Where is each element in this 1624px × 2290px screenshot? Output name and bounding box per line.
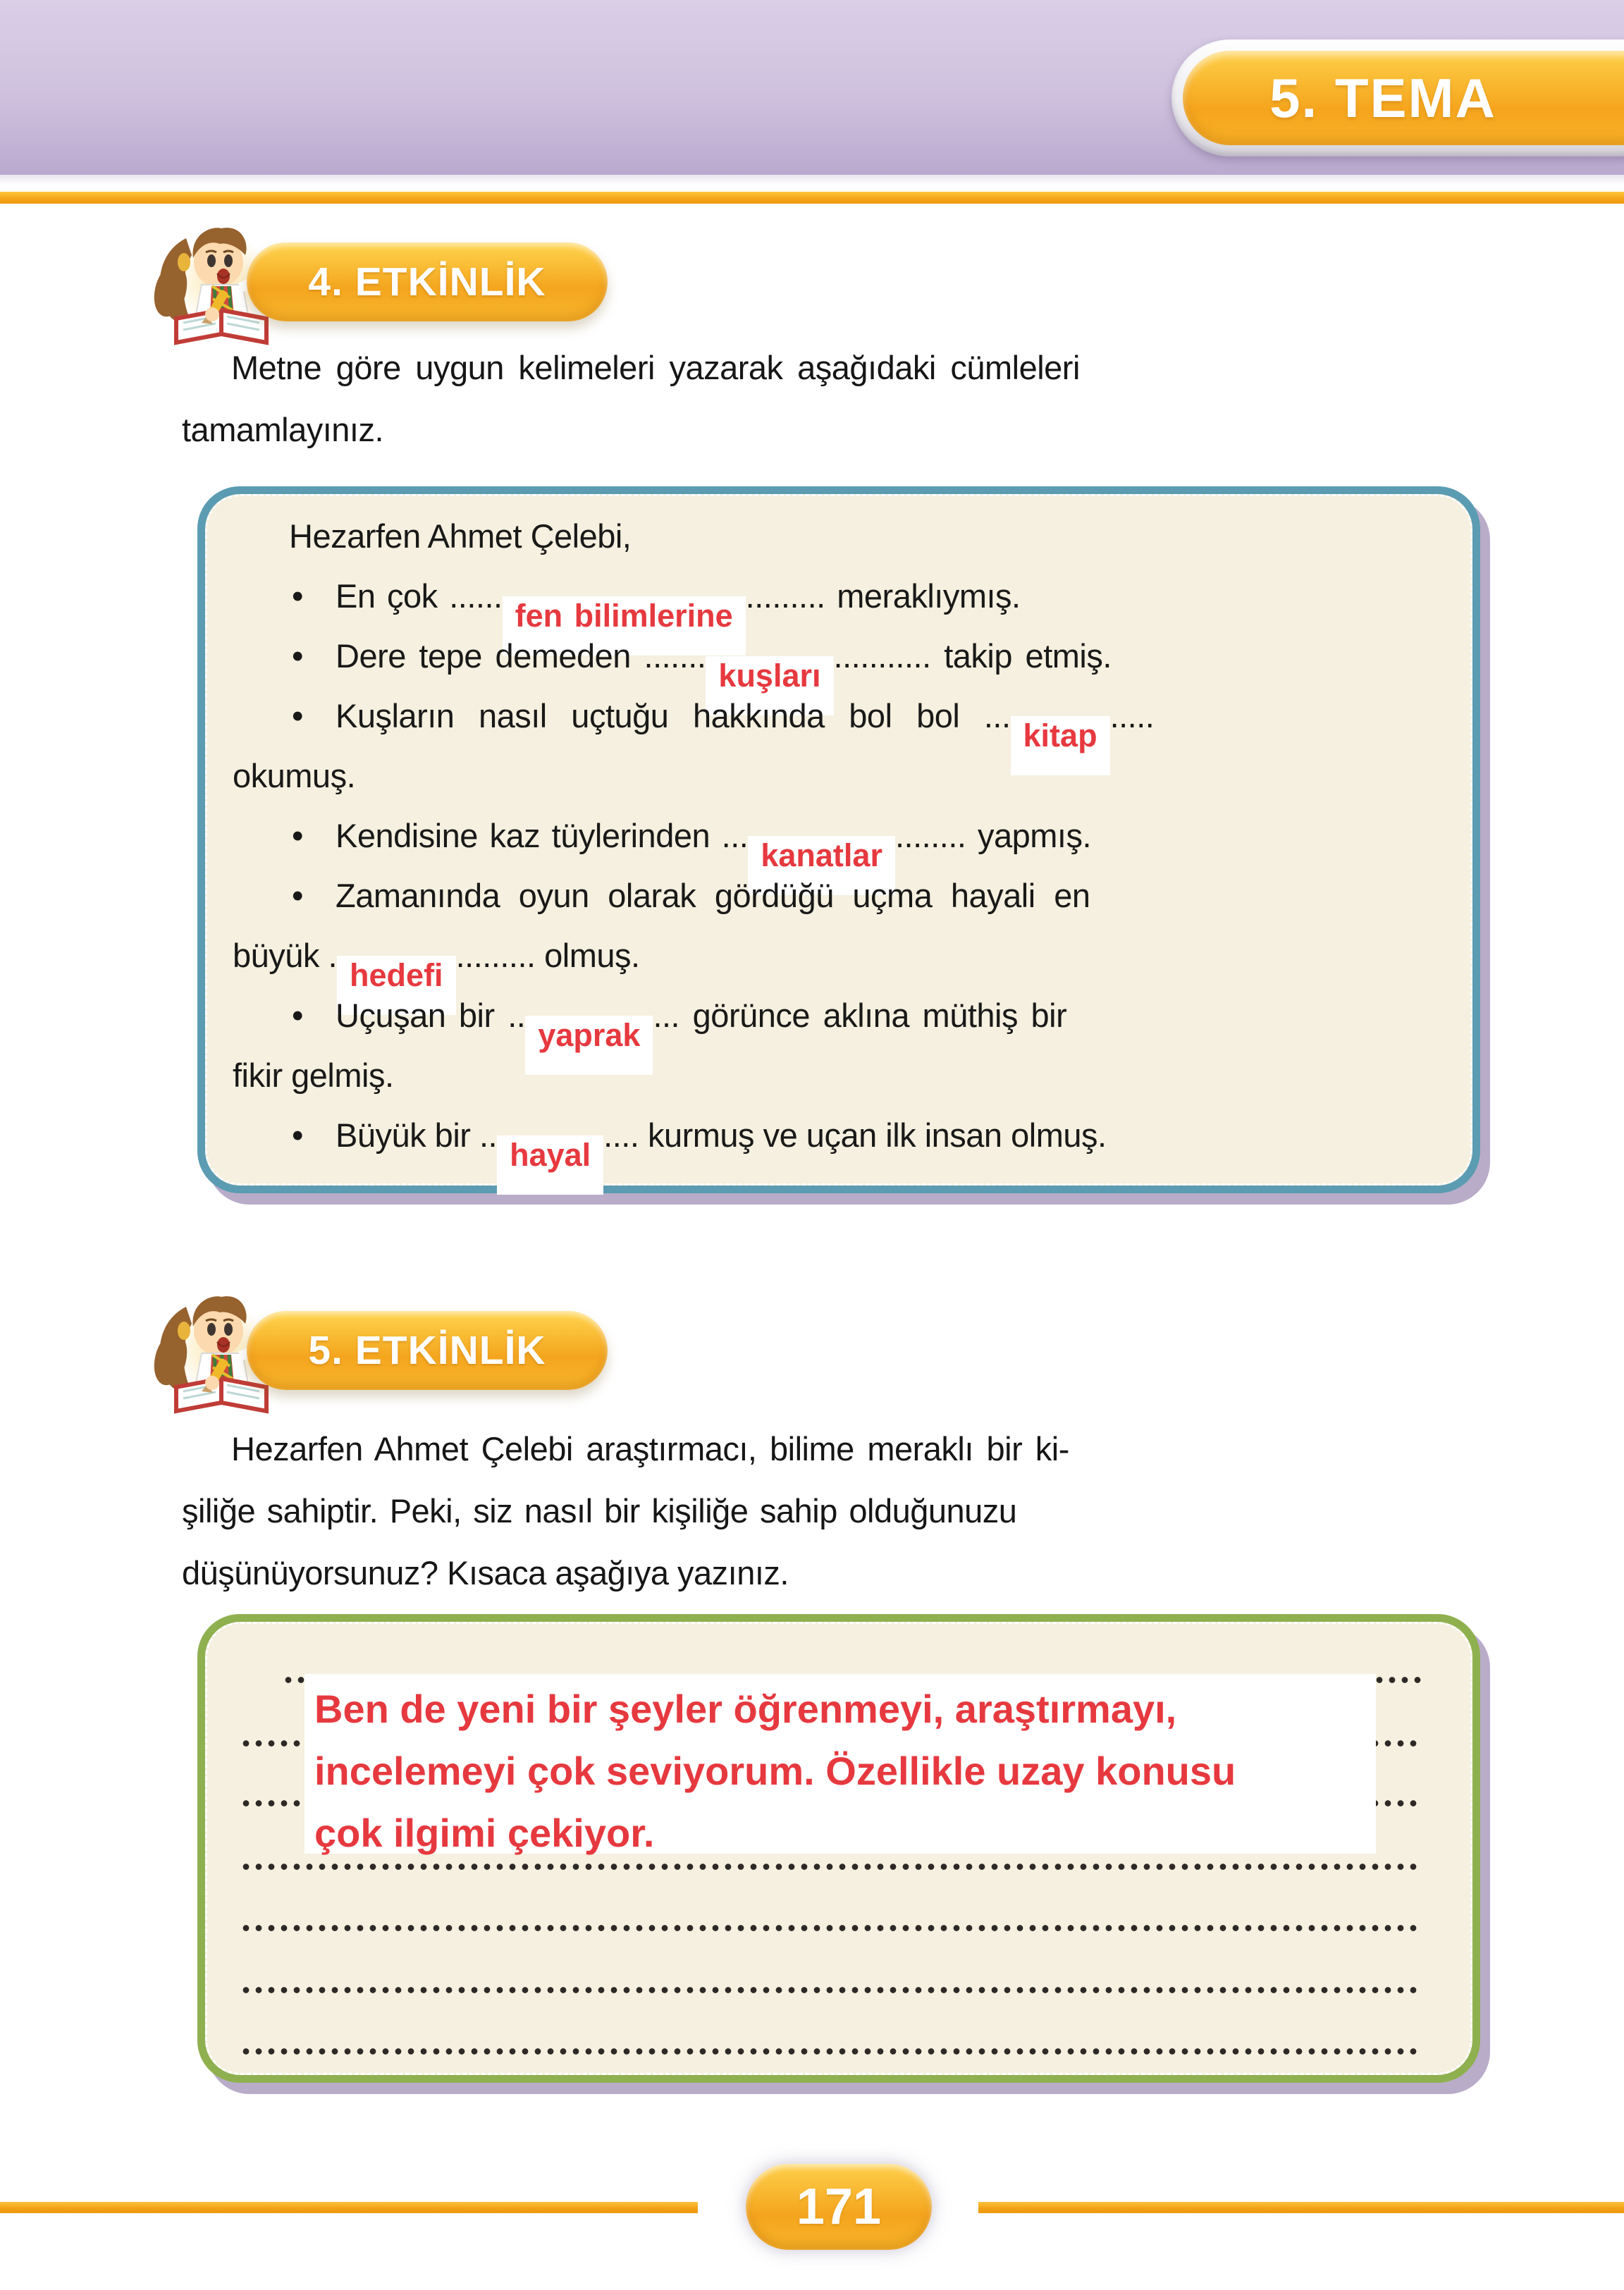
fill-in-blanks-box bbox=[197, 486, 1480, 1193]
sentence-text: ......... meraklıymış. bbox=[745, 577, 1021, 615]
tema-badge-inner bbox=[1183, 51, 1624, 145]
answer-blank: kanatlar bbox=[748, 836, 895, 895]
writing-dotted-line bbox=[240, 1987, 1421, 1993]
sentence-text: .... kurmuş ve uçan ilk insan olmuş. bbox=[603, 1116, 1107, 1154]
sentence-text: En çok ...... bbox=[336, 577, 503, 615]
page-number-badge bbox=[746, 2164, 932, 2250]
box-heading: Hezarfen Ahmet Çelebi, bbox=[289, 517, 632, 555]
activity-5-label: 5. ETKİNLİK bbox=[308, 1328, 546, 1373]
header-divider bbox=[0, 175, 1624, 192]
tema-label: 5. TEMA bbox=[1269, 66, 1496, 129]
writing-dotted-line bbox=[240, 2048, 1421, 2055]
paragraph-line: Metne göre uygun kelimeleri yazarak aşağıdaki cümleleri bbox=[231, 349, 1080, 386]
sentence-text: Büyük bir .. bbox=[336, 1116, 498, 1154]
answer-blank: kuşları bbox=[706, 656, 833, 715]
paragraph-line: Hezarfen Ahmet Çelebi araştırmacı, bilime meraklı bir ki- bbox=[231, 1430, 1069, 1467]
fill-in-blanks-box-inner bbox=[205, 494, 1472, 1186]
sentence-line bbox=[233, 866, 1449, 925]
sentence-text: okumuş. bbox=[233, 757, 356, 794]
sentence-text: Kuşların nasıl uçtuğu hakkında bol bol ... bbox=[336, 697, 1011, 734]
sentence-line bbox=[233, 626, 1449, 694]
sentence-text: ... görünce aklına müthiş bir bbox=[653, 997, 1067, 1034]
sentence-text: Uçuşan bir .. bbox=[336, 997, 526, 1034]
answer-blank: hedefi bbox=[337, 956, 456, 1015]
tema-badge bbox=[1171, 39, 1624, 156]
sentence-line bbox=[233, 806, 1449, 873]
sentence-text: ......... olmuş. bbox=[455, 937, 640, 974]
answer-blank: kitap bbox=[1011, 716, 1110, 775]
sentence-text: ........ yapmış. bbox=[894, 817, 1092, 854]
paragraph-line: tamamlayınız. bbox=[182, 411, 384, 448]
student-answer-text: Ben de yeni bir şeyler öğrenmeyi, araştırmayı, bbox=[314, 1687, 1177, 1731]
fill-in-blanks-content bbox=[233, 506, 1449, 1178]
sentence-line bbox=[233, 1105, 1449, 1173]
sentence-text: büyük . bbox=[233, 937, 338, 974]
sentence-line bbox=[233, 985, 1449, 1053]
paragraph-line: şiliğe sahiptir. Peki, siz nasıl bir kişiliğe sahip olduğunuzu bbox=[182, 1492, 1017, 1529]
student-answer-text: çok ilgimi çekiyor. bbox=[314, 1811, 655, 1855]
sentence-text: fikir gelmiş. bbox=[233, 1057, 394, 1094]
writing-box bbox=[197, 1614, 1480, 2083]
activity-4-label: 4. ETKİNLİK bbox=[308, 259, 546, 304]
sentence-line bbox=[233, 746, 1449, 806]
footer-rule-left bbox=[0, 2202, 698, 2213]
activity-5-badge bbox=[247, 1311, 608, 1390]
sentence-line bbox=[233, 566, 1449, 634]
student-answer-patch bbox=[304, 1674, 1376, 1854]
sentence-text: Zamanında oyun olarak gördüğü uçma hayali en bbox=[336, 877, 1090, 914]
sentence-text: ........... takip etmiş. bbox=[833, 637, 1112, 675]
sentence-line bbox=[233, 686, 1449, 753]
answer-blank: yaprak bbox=[525, 1016, 653, 1075]
paragraph-line: düşünüyorsunuz? Kısaca aşağıya yazınız. bbox=[182, 1554, 789, 1592]
answer-blank: hayal bbox=[497, 1135, 603, 1195]
sentence-text: ..... bbox=[1109, 697, 1155, 734]
activity-4-badge bbox=[247, 242, 608, 321]
footer-rule-right bbox=[978, 2202, 1624, 2213]
sentence-line bbox=[233, 1045, 1449, 1105]
sentence-text: Kendisine kaz tüylerinden ... bbox=[336, 817, 749, 854]
answer-blank: fen bilimlerine bbox=[503, 596, 746, 655]
writing-dotted-line bbox=[240, 1864, 1421, 1870]
sentence-line bbox=[233, 925, 1449, 993]
writing-box-inner bbox=[205, 1622, 1472, 2075]
header-orange-rule bbox=[0, 192, 1624, 204]
activity-4-instruction bbox=[182, 337, 1458, 461]
sentence-text: Dere tepe demeden ....... bbox=[336, 637, 706, 675]
activity-5-instruction bbox=[182, 1418, 1458, 1604]
writing-dotted-line bbox=[240, 1925, 1421, 1931]
page-number: 171 bbox=[796, 2179, 882, 2235]
student-answer-text: incelemeyi çok seviyorum. Özellikle uzay konusu bbox=[314, 1749, 1236, 1793]
